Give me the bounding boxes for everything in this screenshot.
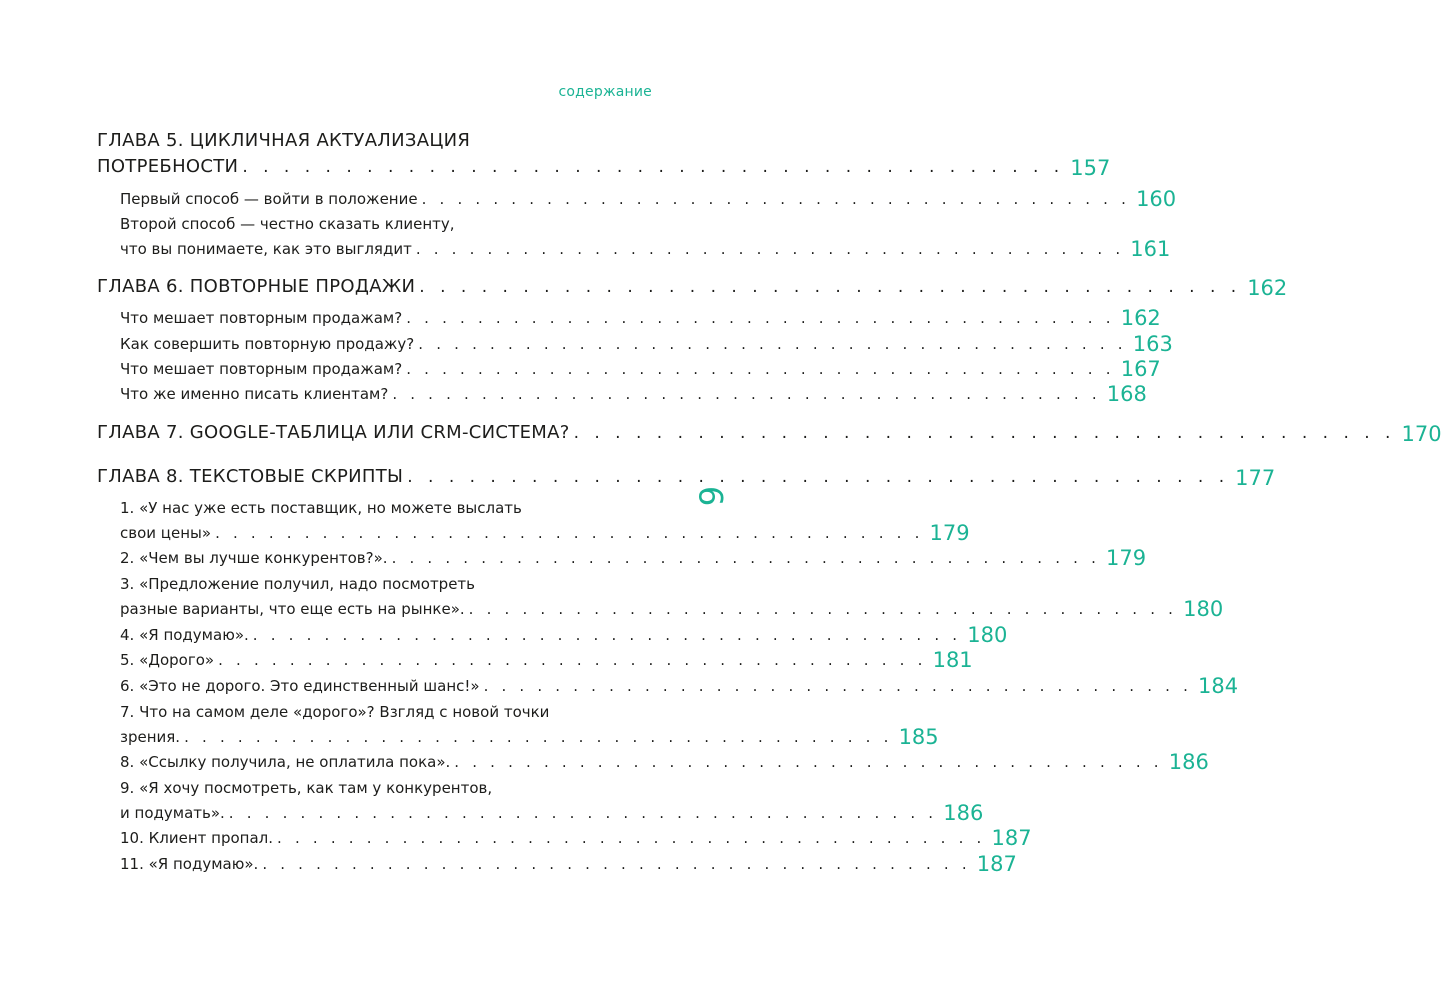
- toc-entry-text: 7. Что на самом деле «дорого»? Взгляд с новой точки: [120, 703, 550, 721]
- toc-entry[interactable]: [120, 644, 973, 672]
- toc-entry-text: разные варианты, что еще есть на рынке».: [120, 600, 465, 618]
- toc-entry-text: Что же именно писать клиентам?: [120, 385, 389, 403]
- toc-page-number: 168: [1106, 382, 1147, 406]
- toc-entry[interactable]: [120, 593, 1224, 621]
- leader-dots: . . . . . . . . . . . . . . . . . . . . . . . . . . . . . . . . . . . . . . . .: [421, 190, 1131, 208]
- toc-page-number: 167: [1120, 357, 1161, 381]
- leader-dots: . . . . . . . . . . . . . . . . . . . . . . . . . . . . . . . . . . . . . . . .: [215, 524, 924, 542]
- toc-entry-text: ГЛАВА 5. ЦИКЛИЧНАЯ АКТУАЛИЗАЦИЯ: [97, 130, 471, 151]
- toc-chapter-5-title: [97, 126, 650, 154]
- toc-entry[interactable]: [120, 822, 1032, 850]
- toc-entry-text: Первый способ — войти в положение: [120, 190, 418, 208]
- leader-dots: . . . . . . . . . . . . . . . . . . . . . . . . . . . . . . . . . . . . . . . .: [391, 549, 1101, 567]
- toc-page-number: 177: [1235, 466, 1276, 490]
- toc-entry[interactable]: [120, 183, 1177, 211]
- toc-entry-text: 10. Клиент пропал.: [120, 829, 274, 847]
- toc-page-number: 179: [929, 521, 970, 545]
- leader-dots: . . . . . . . . . . . . . . . . . . . . . . . . . . . . . . . . . . . . . . . .: [573, 423, 1396, 443]
- page-number: 9: [693, 485, 731, 507]
- toc-chapter-6[interactable]: [97, 272, 1288, 300]
- toc-page-number: 181: [932, 648, 973, 672]
- toc-page-number: 179: [1106, 546, 1147, 570]
- leader-dots: . . . . . . . . . . . . . . . . . . . . . . . . . . . . . . . . . . . . . . . .: [454, 753, 1163, 771]
- toc-entry-line: [120, 492, 650, 520]
- toc-page-number: 186: [943, 801, 984, 825]
- toc-entry[interactable]: [120, 328, 1173, 356]
- leader-dots: . . . . . . . . . . . . . . . . . . . . . . . . . . . . . . . . . . . . . . . .: [418, 335, 1127, 353]
- toc-entry-text: 8. «Ссылку получила, не оплатила пока».: [120, 753, 451, 771]
- leader-dots: . . . . . . . . . . . . . . . . . . . . . . . . . . . . . . . . . . . . . . . .: [419, 277, 1242, 297]
- leader-dots: . . . . . . . . . . . . . . . . . . . . . . . . . . . . . . . . . . . . . . . .: [392, 385, 1101, 403]
- toc-entry-text: что вы понимаете, как это выглядит: [120, 240, 412, 258]
- toc-entry-line: [120, 696, 650, 724]
- toc-entry[interactable]: [120, 302, 1161, 330]
- toc-page-number: 161: [1130, 237, 1171, 261]
- running-header: содержание: [558, 84, 652, 100]
- toc-entry-text: зрения.: [120, 728, 181, 746]
- toc-entry-line: [120, 208, 650, 236]
- toc-page-number: 180: [1183, 597, 1224, 621]
- toc-entry-text: Второй способ — честно сказать клиенту,: [120, 215, 455, 233]
- toc-entry[interactable]: [120, 378, 1147, 406]
- leader-dots: . . . . . . . . . . . . . . . . . . . . . . . . . . . . . . . . . . . . . . . .: [218, 651, 927, 669]
- toc-page-number: 163: [1132, 332, 1173, 356]
- toc-entry-text: Что мешает повторным продажам?: [120, 360, 403, 378]
- toc-entry-text: Что мешает повторным продажам?: [120, 309, 403, 327]
- toc-entry[interactable]: [120, 233, 1171, 261]
- toc-page-number: 170: [1401, 422, 1442, 446]
- toc-entry-text: 1. «У нас уже есть поставщик, но можете выслать: [120, 499, 522, 517]
- toc-entry-line: [120, 568, 650, 596]
- toc-entry-text: ГЛАВА 7. GOOGLE-ТАБЛИЦА ИЛИ CRM-СИСТЕМА?: [97, 422, 570, 443]
- toc-entry-text: Как совершить повторную продажу?: [120, 335, 415, 353]
- toc-page-number: 187: [991, 826, 1032, 850]
- leader-dots: . . . . . . . . . . . . . . . . . . . . . . . . . . . . . . . . . . . . . . . .: [483, 677, 1193, 695]
- leader-dots: . . . . . . . . . . . . . . . . . . . . . . . . . . . . . . . . . . . . . . . .: [242, 157, 1065, 177]
- leader-dots: . . . . . . . . . . . . . . . . . . . . . . . . . . . . . . . . . . . . . . . .: [184, 728, 893, 746]
- toc-page-number: 162: [1247, 276, 1288, 300]
- leader-dots: . . . . . . . . . . . . . . . . . . . . . . . . . . . . . . . . . . . . . . . .: [277, 829, 986, 847]
- toc-entry-text: ГЛАВА 8. ТЕКСТОВЫЕ СКРИПТЫ: [97, 466, 404, 487]
- leader-dots: . . . . . . . . . . . . . . . . . . . . . . . . . . . . . . . . . . . . . . . .: [262, 855, 971, 873]
- toc-page-number: 160: [1136, 187, 1177, 211]
- toc-chapter-7[interactable]: [97, 418, 1442, 446]
- toc-page-number: 184: [1198, 674, 1239, 698]
- leader-dots: . . . . . . . . . . . . . . . . . . . . . . . . . . . . . . . . . . . . . . . .: [252, 626, 962, 644]
- toc-entry[interactable]: [120, 619, 1008, 647]
- toc-page-number: 187: [976, 852, 1017, 876]
- toc-entry-text: 6. «Это не дорого. Это единственный шанс!»: [120, 677, 480, 695]
- leader-dots: . . . . . . . . . . . . . . . . . . . . . . . . . . . . . . . . . . . . . . . .: [406, 360, 1115, 378]
- toc-entry[interactable]: [120, 721, 939, 749]
- toc-entry-text: 4. «Я подумаю».: [120, 626, 249, 644]
- toc-entry[interactable]: [120, 848, 1017, 876]
- toc-entry-text: и подумать».: [120, 804, 225, 822]
- toc-entry-text: 9. «Я хочу посмотреть, как там у конкурентов,: [120, 779, 493, 797]
- leader-dots: . . . . . . . . . . . . . . . . . . . . . . . . . . . . . . . . . . . . . . . .: [468, 600, 1178, 618]
- toc-entry-text: ПОТРЕБНОСТИ: [97, 156, 239, 177]
- toc-entry-text: свои цены»: [120, 524, 212, 542]
- leader-dots: . . . . . . . . . . . . . . . . . . . . . . . . . . . . . . . . . . . . . . . .: [407, 467, 1230, 487]
- toc-entry[interactable]: [120, 353, 1161, 381]
- toc-page-number: 180: [967, 623, 1008, 647]
- toc-entry-text: 11. «Я подумаю».: [120, 855, 259, 873]
- toc-entry-text: 3. «Предложение получил, надо посмотреть: [120, 575, 476, 593]
- toc-entry[interactable]: [120, 746, 1209, 774]
- toc-entry-line: [120, 772, 650, 800]
- toc-page-number: 185: [898, 725, 939, 749]
- toc-page-number: 157: [1070, 156, 1111, 180]
- toc-entry-text: ГЛАВА 6. ПОВТОРНЫЕ ПРОДАЖИ: [97, 276, 416, 297]
- toc-entry-text: 5. «Дорого»: [120, 651, 215, 669]
- leader-dots: . . . . . . . . . . . . . . . . . . . . . . . . . . . . . . . . . . . . . . . .: [415, 240, 1125, 258]
- toc-page-number: 186: [1168, 750, 1209, 774]
- toc-entry[interactable]: [120, 797, 984, 825]
- toc-entry[interactable]: [120, 517, 970, 545]
- toc-entry-text: 2. «Чем вы лучше конкурентов?».: [120, 549, 388, 567]
- toc-page-number: 162: [1120, 306, 1161, 330]
- toc-entry[interactable]: [120, 670, 1239, 698]
- leader-dots: . . . . . . . . . . . . . . . . . . . . . . . . . . . . . . . . . . . . . . . .: [228, 804, 938, 822]
- toc-chapter-5[interactable]: [97, 152, 1111, 180]
- toc-chapter-8[interactable]: [97, 462, 1276, 490]
- toc-entry[interactable]: [120, 542, 1147, 570]
- leader-dots: . . . . . . . . . . . . . . . . . . . . . . . . . . . . . . . . . . . . . . . .: [406, 309, 1115, 327]
